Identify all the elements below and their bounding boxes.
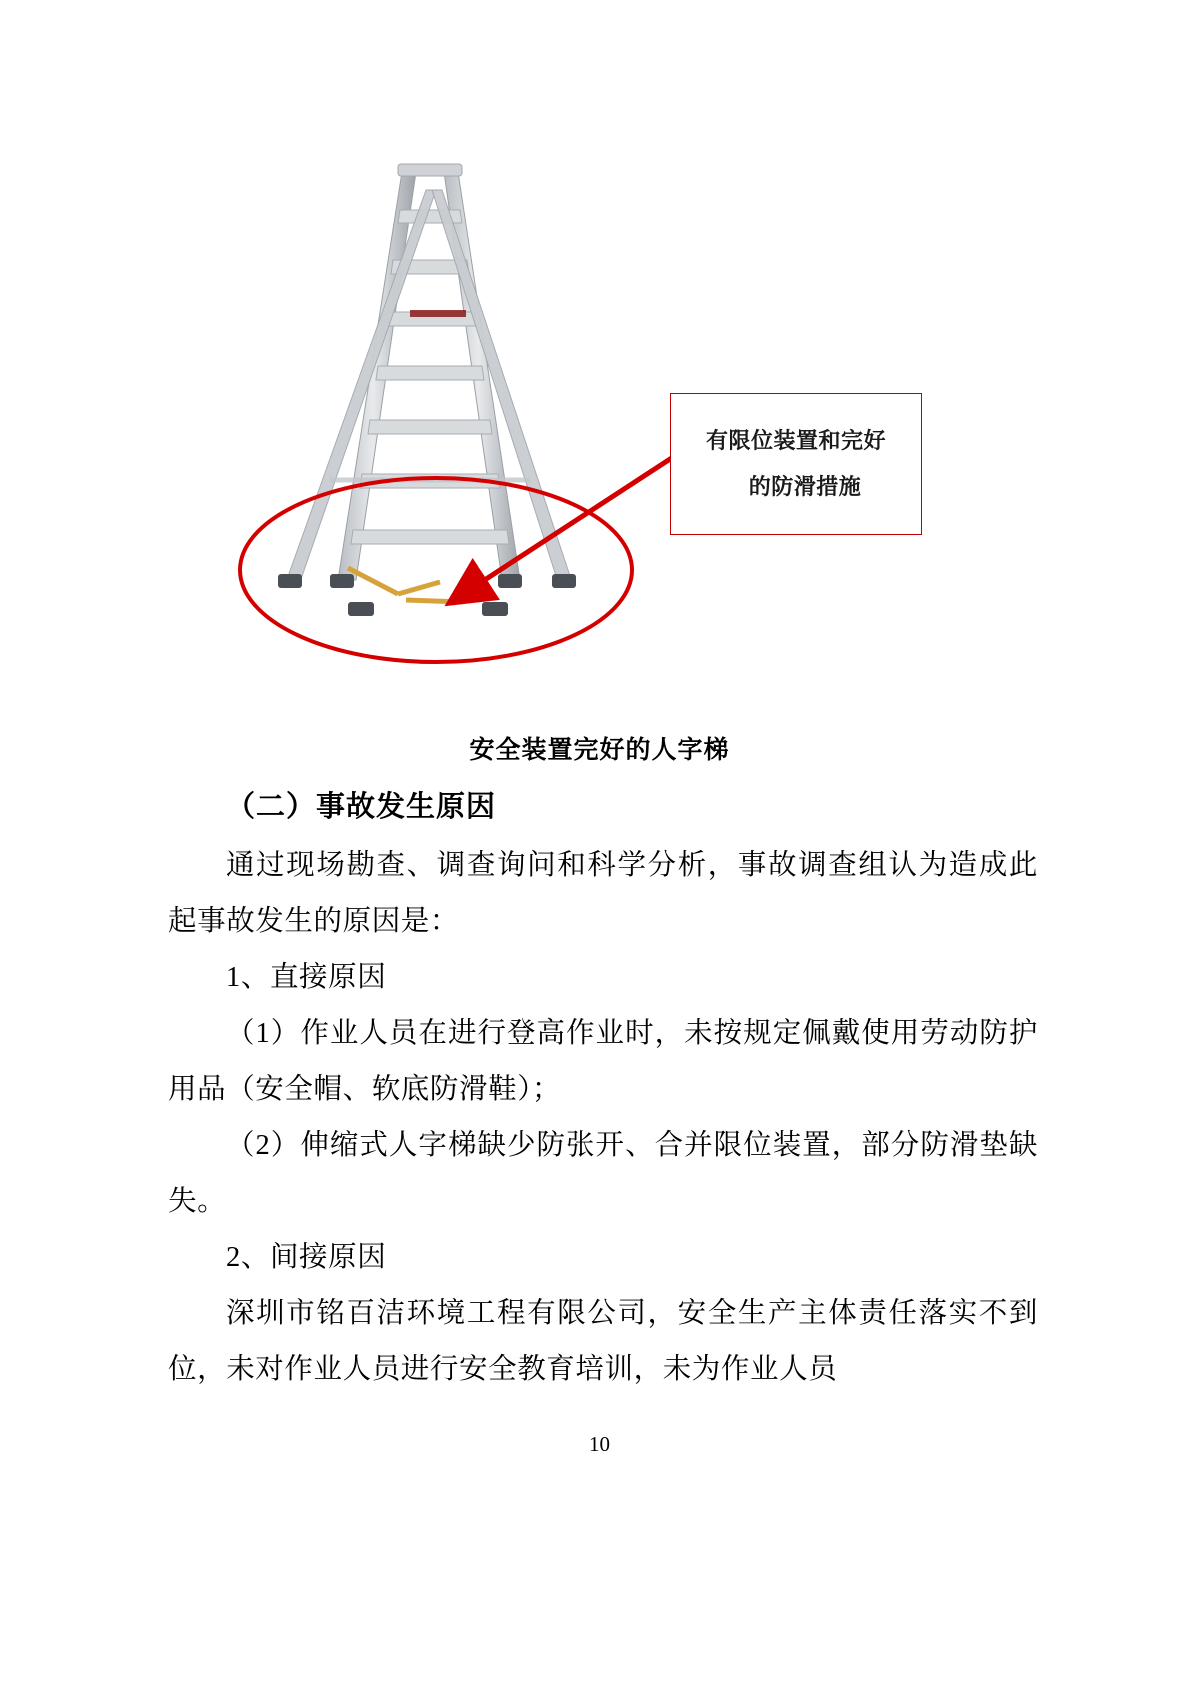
page-number: 10 [589, 1432, 610, 1456]
callout-line-2: 的防滑措施 [748, 474, 862, 499]
paragraph-6: 深圳市铭百洁环境工程有限公司，安全生产主体责任落实不到位，未对作业人员进行安全教育培训，未为作业人员 [168, 1298, 1038, 1385]
document-body [168, 780, 1038, 1398]
figure-ladder-photo [175, 150, 1025, 710]
callout-arrow-icon [405, 440, 695, 640]
callout-line-1: 有限位装置和完好 [705, 428, 886, 453]
paragraph-5: 2、间接原因 [226, 1242, 387, 1273]
figure-caption: 安全装置完好的人字梯 [469, 736, 730, 764]
callout-box [670, 393, 922, 535]
paragraph-2: 1、直接原因 [226, 962, 387, 993]
paragraph-1: 通过现场勘查、调查询问和科学分析，事故调查组认为造成此起事故发生的原因是： [168, 850, 1038, 937]
section-heading: （二）事故发生原因 [226, 791, 497, 823]
paragraph-3: （1）作业人员在进行登高作业时，未按规定佩戴使用劳动防护用品（安全帽、软底防滑鞋）； [168, 1018, 1038, 1105]
paragraph-4: （2）伸缩式人字梯缺少防张开、合并限位装置，部分防滑垫缺失。 [168, 1130, 1038, 1217]
